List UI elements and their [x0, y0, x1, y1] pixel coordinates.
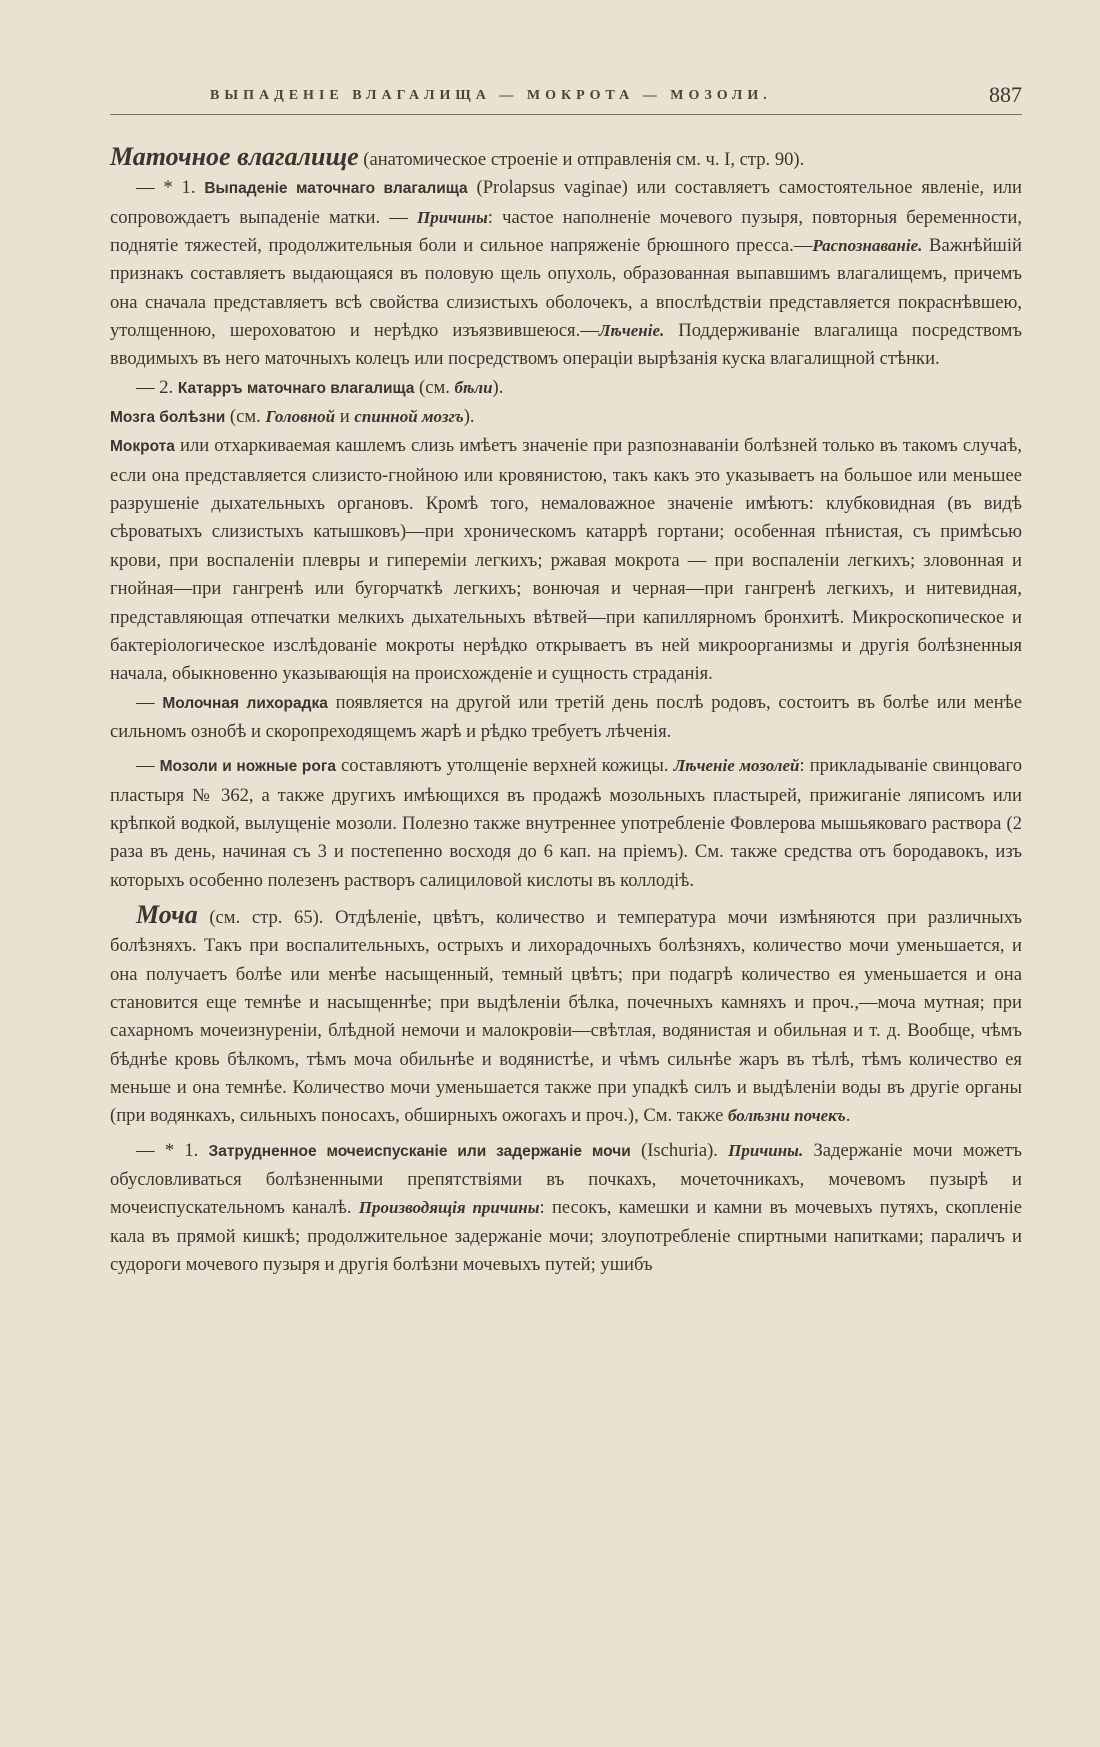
italic-term: Производящія причины: [358, 1198, 540, 1218]
text-run: : частое наполненіе мочевого пузыря, повторныя беременности, поднятіе тяжестей, продолжительныя боли и сильное напряженіе брюшного пресса.—: [110, 206, 1022, 257]
italic-term: спинной мозгъ: [354, 407, 464, 427]
entry-heading: Мозоли и ножные рога: [159, 758, 336, 776]
text-run: : песокъ, камешки и камни въ мочевыхъ путяхъ, скопленіе кала въ прямой кишкѣ; продолжительное задержаніе мочи; злоупотребленіе спиртными напитками; параличъ и судороги мочевого пузыря и другія болѣзни мочевыхъ путей; ушибъ: [110, 1197, 1022, 1276]
entry-heading: Затрудненное мочеиспусканіе или задержаніе мочи: [208, 1142, 631, 1160]
entry-heading: Мозга болѣзни: [110, 409, 226, 427]
paragraph: [110, 901, 1022, 1131]
text-run: Задержаніе мочи можетъ обусловливаться болѣзненными препятствіями въ почкахъ, мочеточникахъ, мочевомъ пузырѣ и мочеиспускательномъ каналѣ.: [110, 1139, 1023, 1219]
text-run: —: [136, 755, 160, 777]
italic-term: Причины: [417, 207, 488, 227]
text-run: (анатомическое строеніе и отправленія см. ч. I, стр. 90).: [358, 149, 805, 170]
text-run: (Prolapsus vaginae) или составляетъ самостоятельное явленіе, или сопровождаетъ выпаденіе матки. —: [110, 177, 1022, 228]
text-run: (Ischuria).: [630, 1139, 729, 1161]
italic-term: Головной: [265, 407, 336, 427]
text-run: : прикладываніе свинцоваго пластыря № 362, а также другихъ имѣющихся въ продажѣ мозольныхъ пластырей, прижиганіе ляписомъ или крѣпкой водкой, вылущеніе мозоли. Полезно также внутреннее употребленіе Фовлерова мышьяковаго раствора (2 раза въ день, начиная съ 3 и постепенно восходя до 6 кап. на пріемъ). См. также средства отъ бородавокъ, изъ которыхъ особенно полезенъ растворъ салициловой кислоты въ коллодіѣ.: [110, 755, 1023, 891]
text-run: (см. стр. 65). Отдѣленіе, цвѣтъ, количество и температура мочи измѣняются при различныхъ болѣзняхъ. Такъ при воспалительныхъ, острыхъ и лихорадочныхъ болѣзняхъ, количество мочи уменьшается, и она получаетъ болѣе или менѣе насыщенный, темный цвѣтъ; при подагрѣ количество ея уменьшается и она становится еще темнѣе и насыщеннѣе; при выдѣленіи бѣлка, почечныхъ камняхъ и проч.,—моча мутная; при сахарномъ мочеизнуреніи, блѣдной немочи и малокровіи—свѣтлая, водянистая и обильная и т. д. Вообще, чѣмъ бѣднѣе кровь бѣлкомъ, тѣмъ моча обильнѣе и водянистѣе, и чѣмъ сильнѣе жаръ въ тѣлѣ, тѣмъ количество ея меньше и она темнѣе. Количество мочи уменьшается также при упадкѣ силъ и выдѣленіи воды въ другіе органы (при водянкахъ, сильныхъ поносахъ, обширныхъ ожогахъ и проч.), См. также: [110, 906, 1022, 1127]
italic-term: Лѣченіе.: [598, 321, 665, 341]
text-run: появляется на другой или третій день послѣ родовъ, состоитъ въ болѣе или менѣе сильномъ ознобѣ и скоропреходящемъ жарѣ и рѣдко требуетъ лѣченія.: [110, 691, 1023, 742]
paragraph: [110, 1137, 1022, 1280]
text-run: .: [845, 1105, 851, 1127]
italic-term: Распознаваніе.: [812, 236, 923, 256]
paragraph: [110, 174, 1022, 373]
running-head: [110, 84, 1022, 115]
text-run: ).: [492, 376, 504, 398]
paragraph: [110, 403, 1022, 432]
text-run: — * 1.: [136, 1139, 209, 1161]
text-run: ).: [463, 406, 475, 428]
paragraph: [110, 689, 1022, 747]
paragraph: [110, 374, 1022, 403]
entry-heading: Мокрота: [110, 438, 175, 456]
italic-term: бѣли: [454, 377, 493, 397]
text-run: Важнѣйшій признакъ составляетъ выдающаяся въ половую щель опухоль, образованная выпавшимъ влагалищемъ, причемъ она сначала представляетъ всѣ свойства слизистыхъ оболочекъ, а впослѣдствіи представляется покраснѣвшею, утолщенною, шероховатою и нерѣдко изъязвившеюся.—: [110, 235, 1022, 342]
section-heading: Моча: [136, 899, 198, 929]
italic-term: Лѣченіе мозолей: [673, 756, 800, 776]
entry-heading: Молочная лихорадка: [162, 694, 328, 712]
italic-term: Причины.: [728, 1140, 804, 1160]
text-run: — 2.: [136, 376, 178, 398]
entry-heading: Выпаденіе маточнаго влагалища: [204, 180, 468, 198]
page-number: 887: [989, 82, 1022, 107]
section-heading: Маточное влагалище: [110, 142, 359, 171]
body-text: [110, 143, 1022, 1279]
text-run: (см.: [225, 406, 266, 428]
text-run: или отхаркиваемая кашлемъ слизь имѣетъ значеніе при разпознаваніи болѣзней только въ такомъ случаѣ, если она представляется слизисто-гнойною или кровянистою, такъ какъ это указываетъ на большое или меньшее разрушеніе дыхательныхъ органовъ. Кромѣ того, немаловажное значеніе имѣютъ: клубковидная (въ видѣ сѣроватыхъ слизистыхъ катышковъ)—при хроническомъ катаррѣ гортани; особенная пѣнистая, съ примѣсью крови, при воспаленіи плевры и гипереміи легкихъ; ржавая мокрота — при воспаленіи легкихъ; зловонная и гнойная—при гангренѣ или бугорчаткѣ легкихъ; вонючая и черная—при гангренѣ легкихъ, и нитевидная, представляющая отпечатки мелкихъ дыхательныхъ вѣтвей—при капиллярномъ бронхитѣ. Микроскопическое и бактеріологическое изслѣдованіе мокроты нерѣдко открываетъ въ ней микроорганизмы и другія болѣзненныя начала, обыкновенно указывающія на происхожденіе и сущность страданія.: [110, 435, 1022, 685]
text-run: — * 1.: [136, 177, 205, 199]
text-run: —: [136, 691, 163, 713]
italic-term: болѣзни почекъ: [728, 1106, 846, 1126]
paragraph: [110, 432, 1022, 688]
running-title: ВЫПАДЕНІЕ ВЛАГАЛИЩА — МОКРОТА — МОЗОЛИ.: [210, 88, 772, 103]
text-run: составляютъ утолщеніе верхней кожицы.: [335, 755, 674, 777]
text-run: Поддерживаніе влагалища посредствомъ вводимыхъ въ него маточныхъ колецъ или посредствомъ операціи вырѣзанія куска влагалищной стѣнки.: [110, 320, 1022, 370]
paragraph: [110, 752, 1022, 895]
entry-heading: Катарръ маточнаго влагалища: [177, 379, 415, 397]
text-run: (см.: [414, 376, 455, 398]
text-run: и: [335, 406, 355, 428]
paragraph: [110, 143, 1022, 174]
